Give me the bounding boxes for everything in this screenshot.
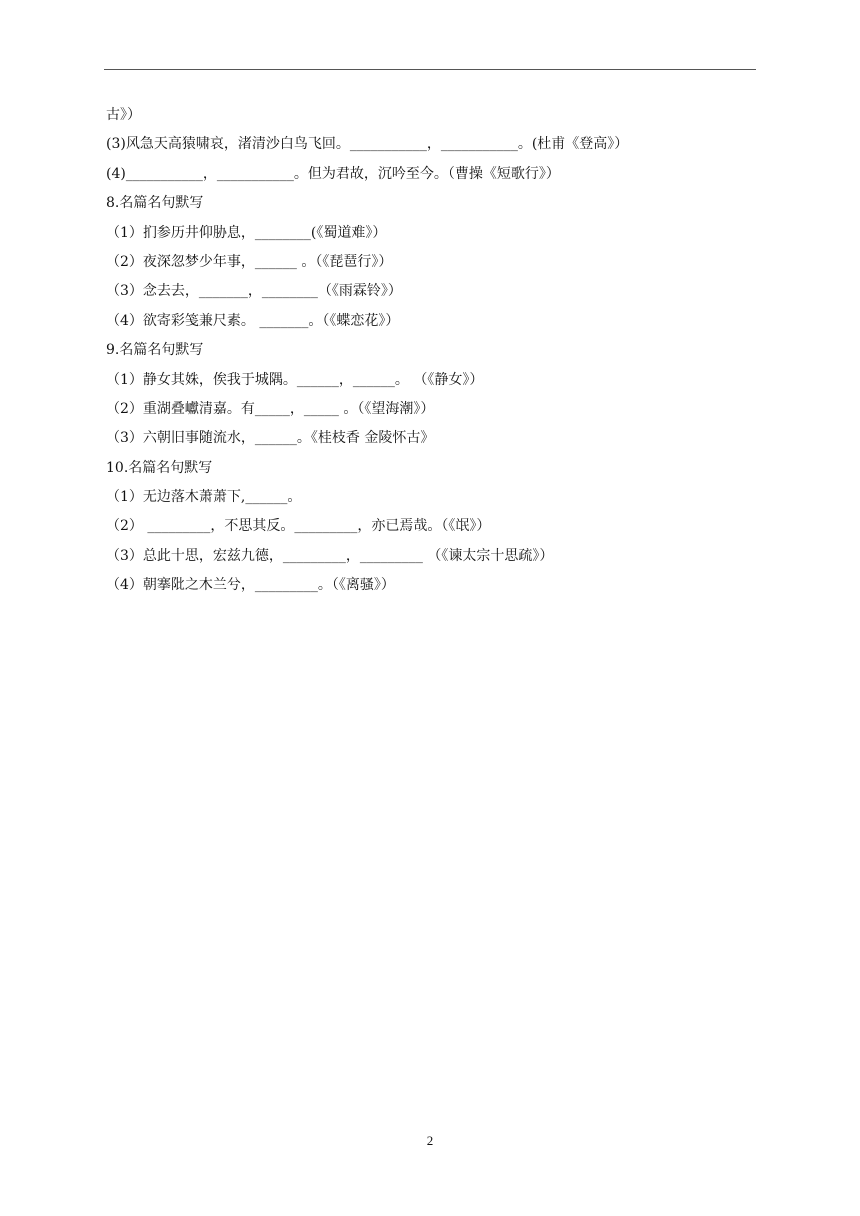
question-8-heading: 8.名篇名句默写	[106, 195, 204, 212]
page-number: 2	[426, 1133, 434, 1148]
question-9-item-2: （2）重湖叠巘清嘉。有_____，_____ 。（《望海潮》）	[106, 400, 435, 417]
question-8-item-4: （4）欲寄彩笺兼尺素。 _______。（《蝶恋花》）	[106, 312, 400, 329]
question-10-heading: 10.名篇名句默写	[106, 459, 213, 476]
header-rule	[104, 69, 756, 70]
question-9-item-3: （3）六朝旧事随流水，______。《桂枝香 金陵怀古》	[106, 430, 435, 447]
question-7-item-3: (3)风急天高猿啸哀，渚清沙白鸟飞回。___________，___________。(杜甫《登高》）	[106, 136, 629, 153]
question-8-item-1: （1）扪参历井仰胁息，________(《蜀道难》）	[106, 224, 387, 241]
continued-line: 古》）	[106, 107, 141, 123]
question-8-item-2: （2）夜深忽梦少年事，______ 。（《琵琶行》）	[106, 253, 393, 270]
worksheet-content	[106, 101, 756, 601]
question-10-item-3: （3）总此十思，宏兹九德，_________，_________ （《谏太宗十思疏》）	[106, 547, 554, 564]
question-10-item-4: （4）朝搴阰之木兰兮，_________。（《离骚》）	[106, 577, 395, 594]
question-9-item-1: （1）静女其姝，俟我于城隅。______，______。 （《静女》）	[106, 371, 484, 388]
question-10-item-1: （1）无边落木萧萧下,______。	[106, 489, 302, 506]
question-10-item-2: （2） _________，不思其反。_________，亦已焉哉。（《氓》）	[106, 518, 491, 535]
question-8-item-3: （3）念去去，_______，________（《雨霖铃》）	[106, 283, 402, 300]
question-7-item-4: (4)___________，___________。但为君故，沉吟至今。（曹操《短歌行》）	[106, 165, 560, 182]
question-9-heading: 9.名篇名句默写	[106, 342, 204, 359]
